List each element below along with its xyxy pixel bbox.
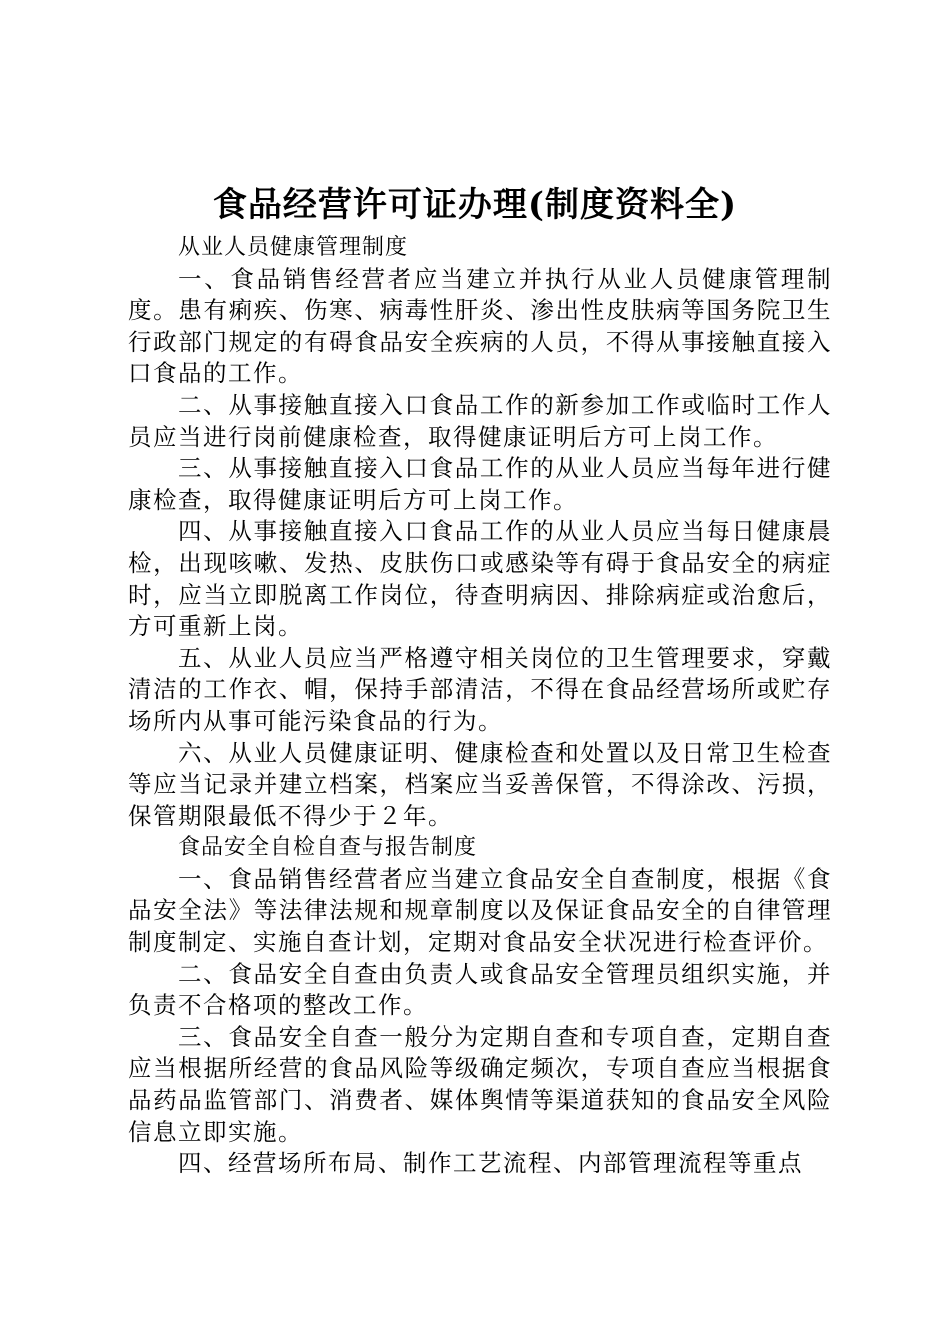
paragraph: 三、从事接触直接入口食品工作的从业人员应当每年进行健康检查，取得健康证明后方可上岗工作。 [128,454,832,514]
paragraph: 三、食品安全自查一般分为定期自查和专项自查，定期自查应当根据所经营的食品风险等级确定频次，专项自查应当根据食品药品监管部门、消费者、媒体舆情等渠道获知的食品安全风险信息立即实施。 [128,1022,832,1146]
section-heading: 从业人员健康管理制度 [178,235,409,260]
document-body [128,232,832,1180]
paragraph: 五、从业人员应当严格遵守相关岗位的卫生管理要求，穿戴清洁的工作衣、帽，保持手部清洁，不得在食品经营场所或贮存场所内从事可能污染食品的行为。 [128,643,832,735]
section-health-management [128,232,832,832]
paragraph: 四、从事接触直接入口食品工作的从业人员应当每日健康晨检，出现咳嗽、发热、皮肤伤口或感染等有碍于食品安全的病症时，应当立即脱离工作岗位，待查明病因、排除病症或治愈后，方可重新上岗。 [128,517,832,641]
paragraph: 二、从事接触直接入口食品工作的新参加工作或临时工作人员应当进行岗前健康检查，取得健康证明后方可上岗工作。 [128,390,832,451]
paragraph: 二、食品安全自查由负责人或食品安全管理员组织实施，并负责不合格项的整改工作。 [128,959,832,1020]
section-self-inspection [128,832,832,1180]
section-heading: 食品安全自检自查与报告制度 [178,835,478,861]
paragraph: 一、食品销售经营者应当建立食品安全自查制度，根据《食品安全法》等法律法规和规章制度以及保证食品安全的自律管理制度制定、实施自查计划，定期对食品安全状况进行检查评价。 [128,864,832,957]
paragraph: 四、经营场所布局、制作工艺流程、内部管理流程等重点 [178,1149,803,1178]
document-title: 食品经营许可证办理(制度资料全) [212,185,738,225]
paragraph: 一、食品销售经营者应当建立并执行从业人员健康管理制度。患有痢疾、伤寒、病毒性肝炎、渗出性皮肤病等国务院卫生行政部门规定的有碍食品安全疾病的人员，不得从事接触直接入口食品的工作。 [128,264,832,388]
paragraph: 六、从业人员健康证明、健康检查和处置以及日常卫生检查等应当记录并建立档案，档案应当妥善保管，不得涂改、污损，保管期限最低不得少于２年。 [128,738,832,830]
